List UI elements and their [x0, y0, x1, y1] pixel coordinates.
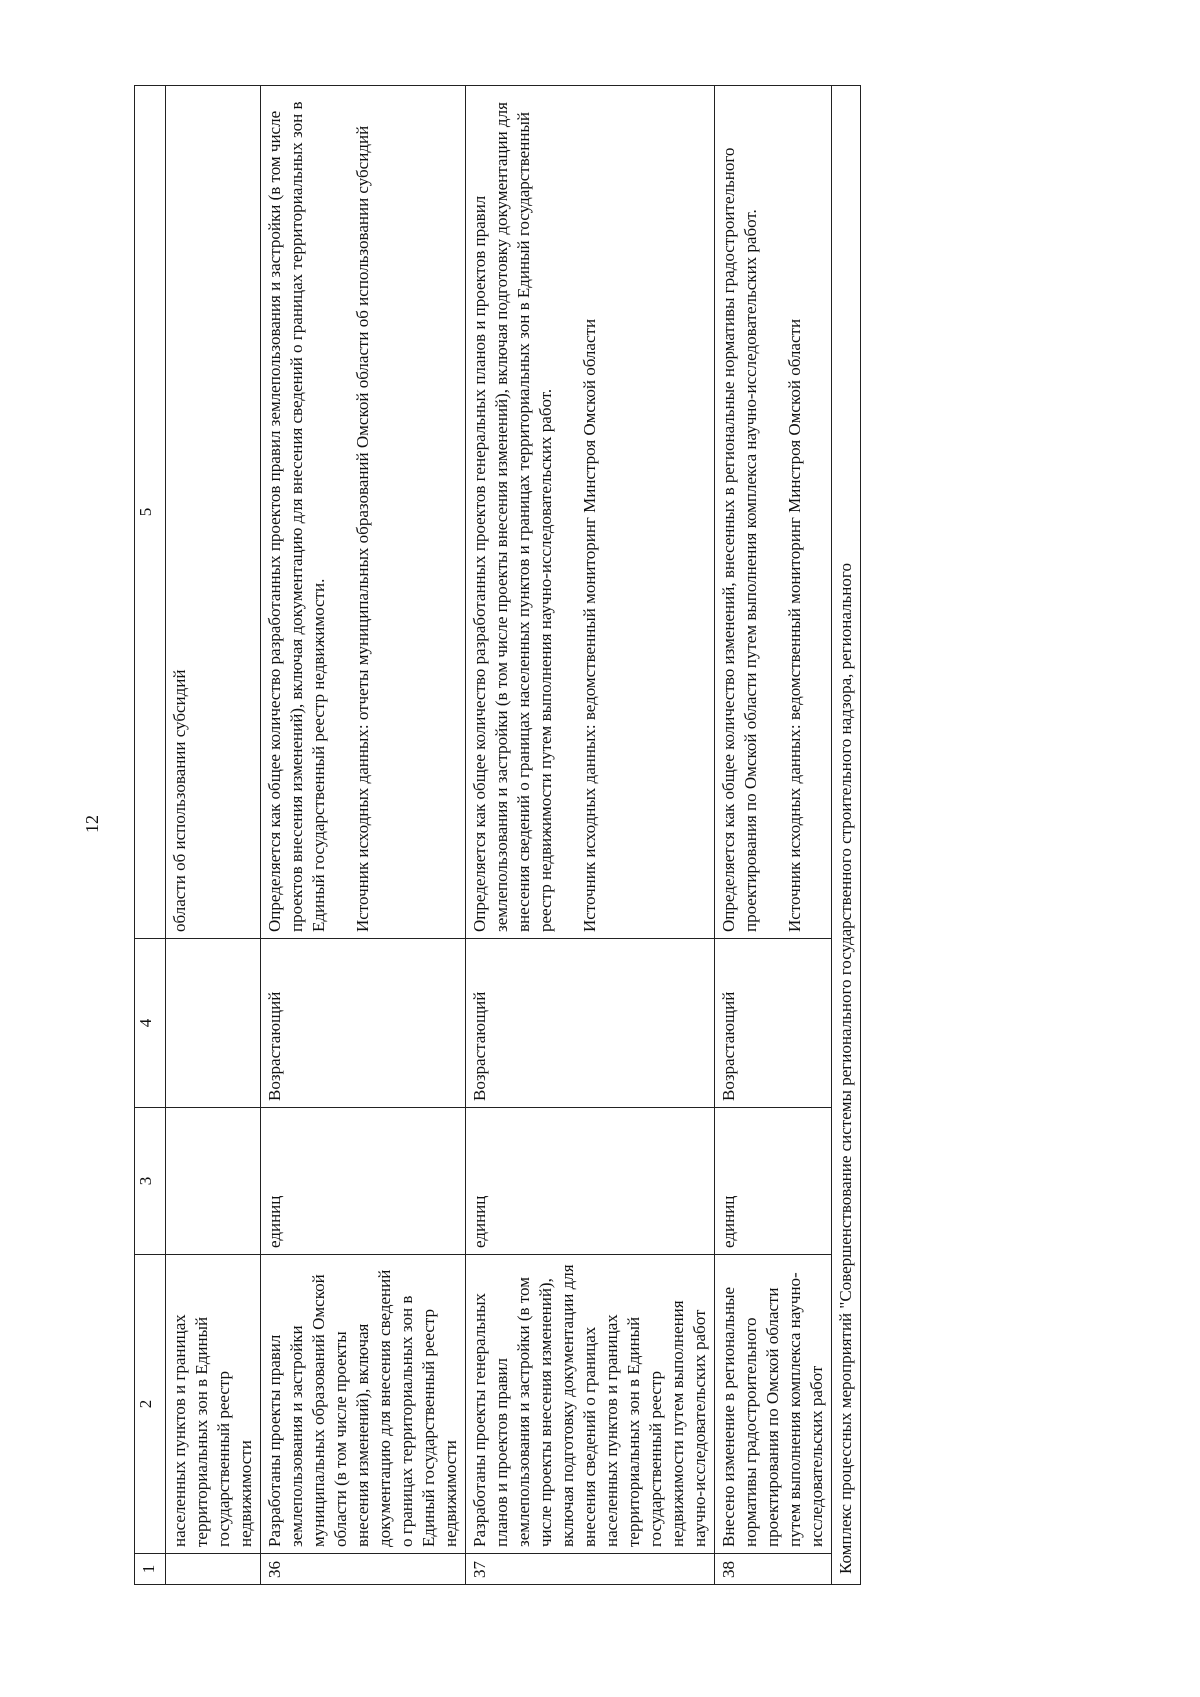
trend-cell: Возрастающий	[261, 939, 466, 1108]
header-col-4: 4	[135, 939, 166, 1108]
description-cell	[261, 86, 466, 939]
source-text: Источник исходных данных: отчеты муниципальных образований Омской области об использовании субсидий	[353, 125, 372, 932]
table-row	[466, 86, 715, 1585]
header-col-2: 2	[135, 1255, 166, 1554]
indicators-table	[134, 85, 861, 1585]
trend-cell: Возрастающий	[715, 939, 832, 1108]
unit-cell: единиц	[715, 1108, 832, 1255]
source-text: Источник исходных данных: ведомственный мониторинг Минстроя Омской области	[785, 318, 804, 932]
row-number: 37	[466, 1554, 715, 1585]
table-row	[261, 86, 466, 1585]
trend-cell	[166, 939, 261, 1108]
section-title-row	[832, 86, 861, 1585]
header-col-5: 5	[135, 86, 166, 939]
description-text: Определяется как общее количество разработанных проектов правил землепользования и застройки (в том числе проектов внесения изменений), включая документацию для внесения сведений о границах территориальных зон в Единый государственный реестр недвижимости.	[265, 101, 328, 932]
table-header-row	[135, 86, 166, 1585]
unit-cell	[166, 1108, 261, 1255]
description-text: Определяется как общее количество разработанных проектов генеральных планов и проектов правил землепользования и застройки (в том числе проекты внесения изменений), включая подготовку документации для внесения сведений о границах населенных пунктов и границах территориальных зон в Единый государственный реестр недвижимости путем выполнения научно-исследовательских работ.	[470, 102, 555, 932]
unit-cell: единиц	[261, 1108, 466, 1255]
header-col-1: 1	[135, 1554, 166, 1585]
row-number: 36	[261, 1554, 466, 1585]
description-text: области об использовании субсидий	[170, 669, 189, 932]
indicator-name: Разработаны проекты правил землепользования и застройки муниципальных образований Омской области (в том числе проекты внесения изменений), включая документацию для внесения сведений о границах территориальных зон в Единый государственный реестр недвижимости	[261, 1255, 466, 1554]
header-col-3: 3	[135, 1108, 166, 1255]
source-text: Источник исходных данных: ведомственный мониторинг Минстроя Омской области	[580, 318, 599, 932]
table-row	[166, 86, 261, 1585]
description-cell	[715, 86, 832, 939]
indicator-name: населенных пунктов и границах территориальных зон в Единый государственный реестр недвижимости	[166, 1255, 261, 1554]
unit-cell: единиц	[466, 1108, 715, 1255]
indicator-name: Внесено изменение в региональные нормативы градостроительного проектирования по Омской области путем выполнения комплекса научно-исследовательских работ	[715, 1255, 832, 1554]
description-cell	[466, 86, 715, 939]
description-text: Определяется как общее количество изменений, внесенных в региональные нормативы градостроительного проектирования по Омской области путем выполнения комплекса научно-исследовательских работ.	[719, 147, 760, 932]
trend-cell: Возрастающий	[466, 939, 715, 1108]
indicator-name: Разработаны проекты генеральных планов и проектов правил землепользования и застройки (в том числе проекты внесения изменений), включая подготовку документации для внесения сведений о границах населенных пунктов и границах территориальных зон в Единый государственный реестр недвижимости путем выполнения научно-исследовательских работ	[466, 1255, 715, 1554]
section-title: Комплекс процессных мероприятий "Совершенствование системы регионального государственного строительного надзора, регионального	[832, 86, 861, 1585]
row-number	[166, 1554, 261, 1585]
rotated-table-container	[134, 85, 1059, 1585]
page-number: 12	[82, 815, 102, 833]
description-cell	[166, 86, 261, 939]
table-row	[715, 86, 832, 1585]
row-number: 38	[715, 1554, 832, 1585]
